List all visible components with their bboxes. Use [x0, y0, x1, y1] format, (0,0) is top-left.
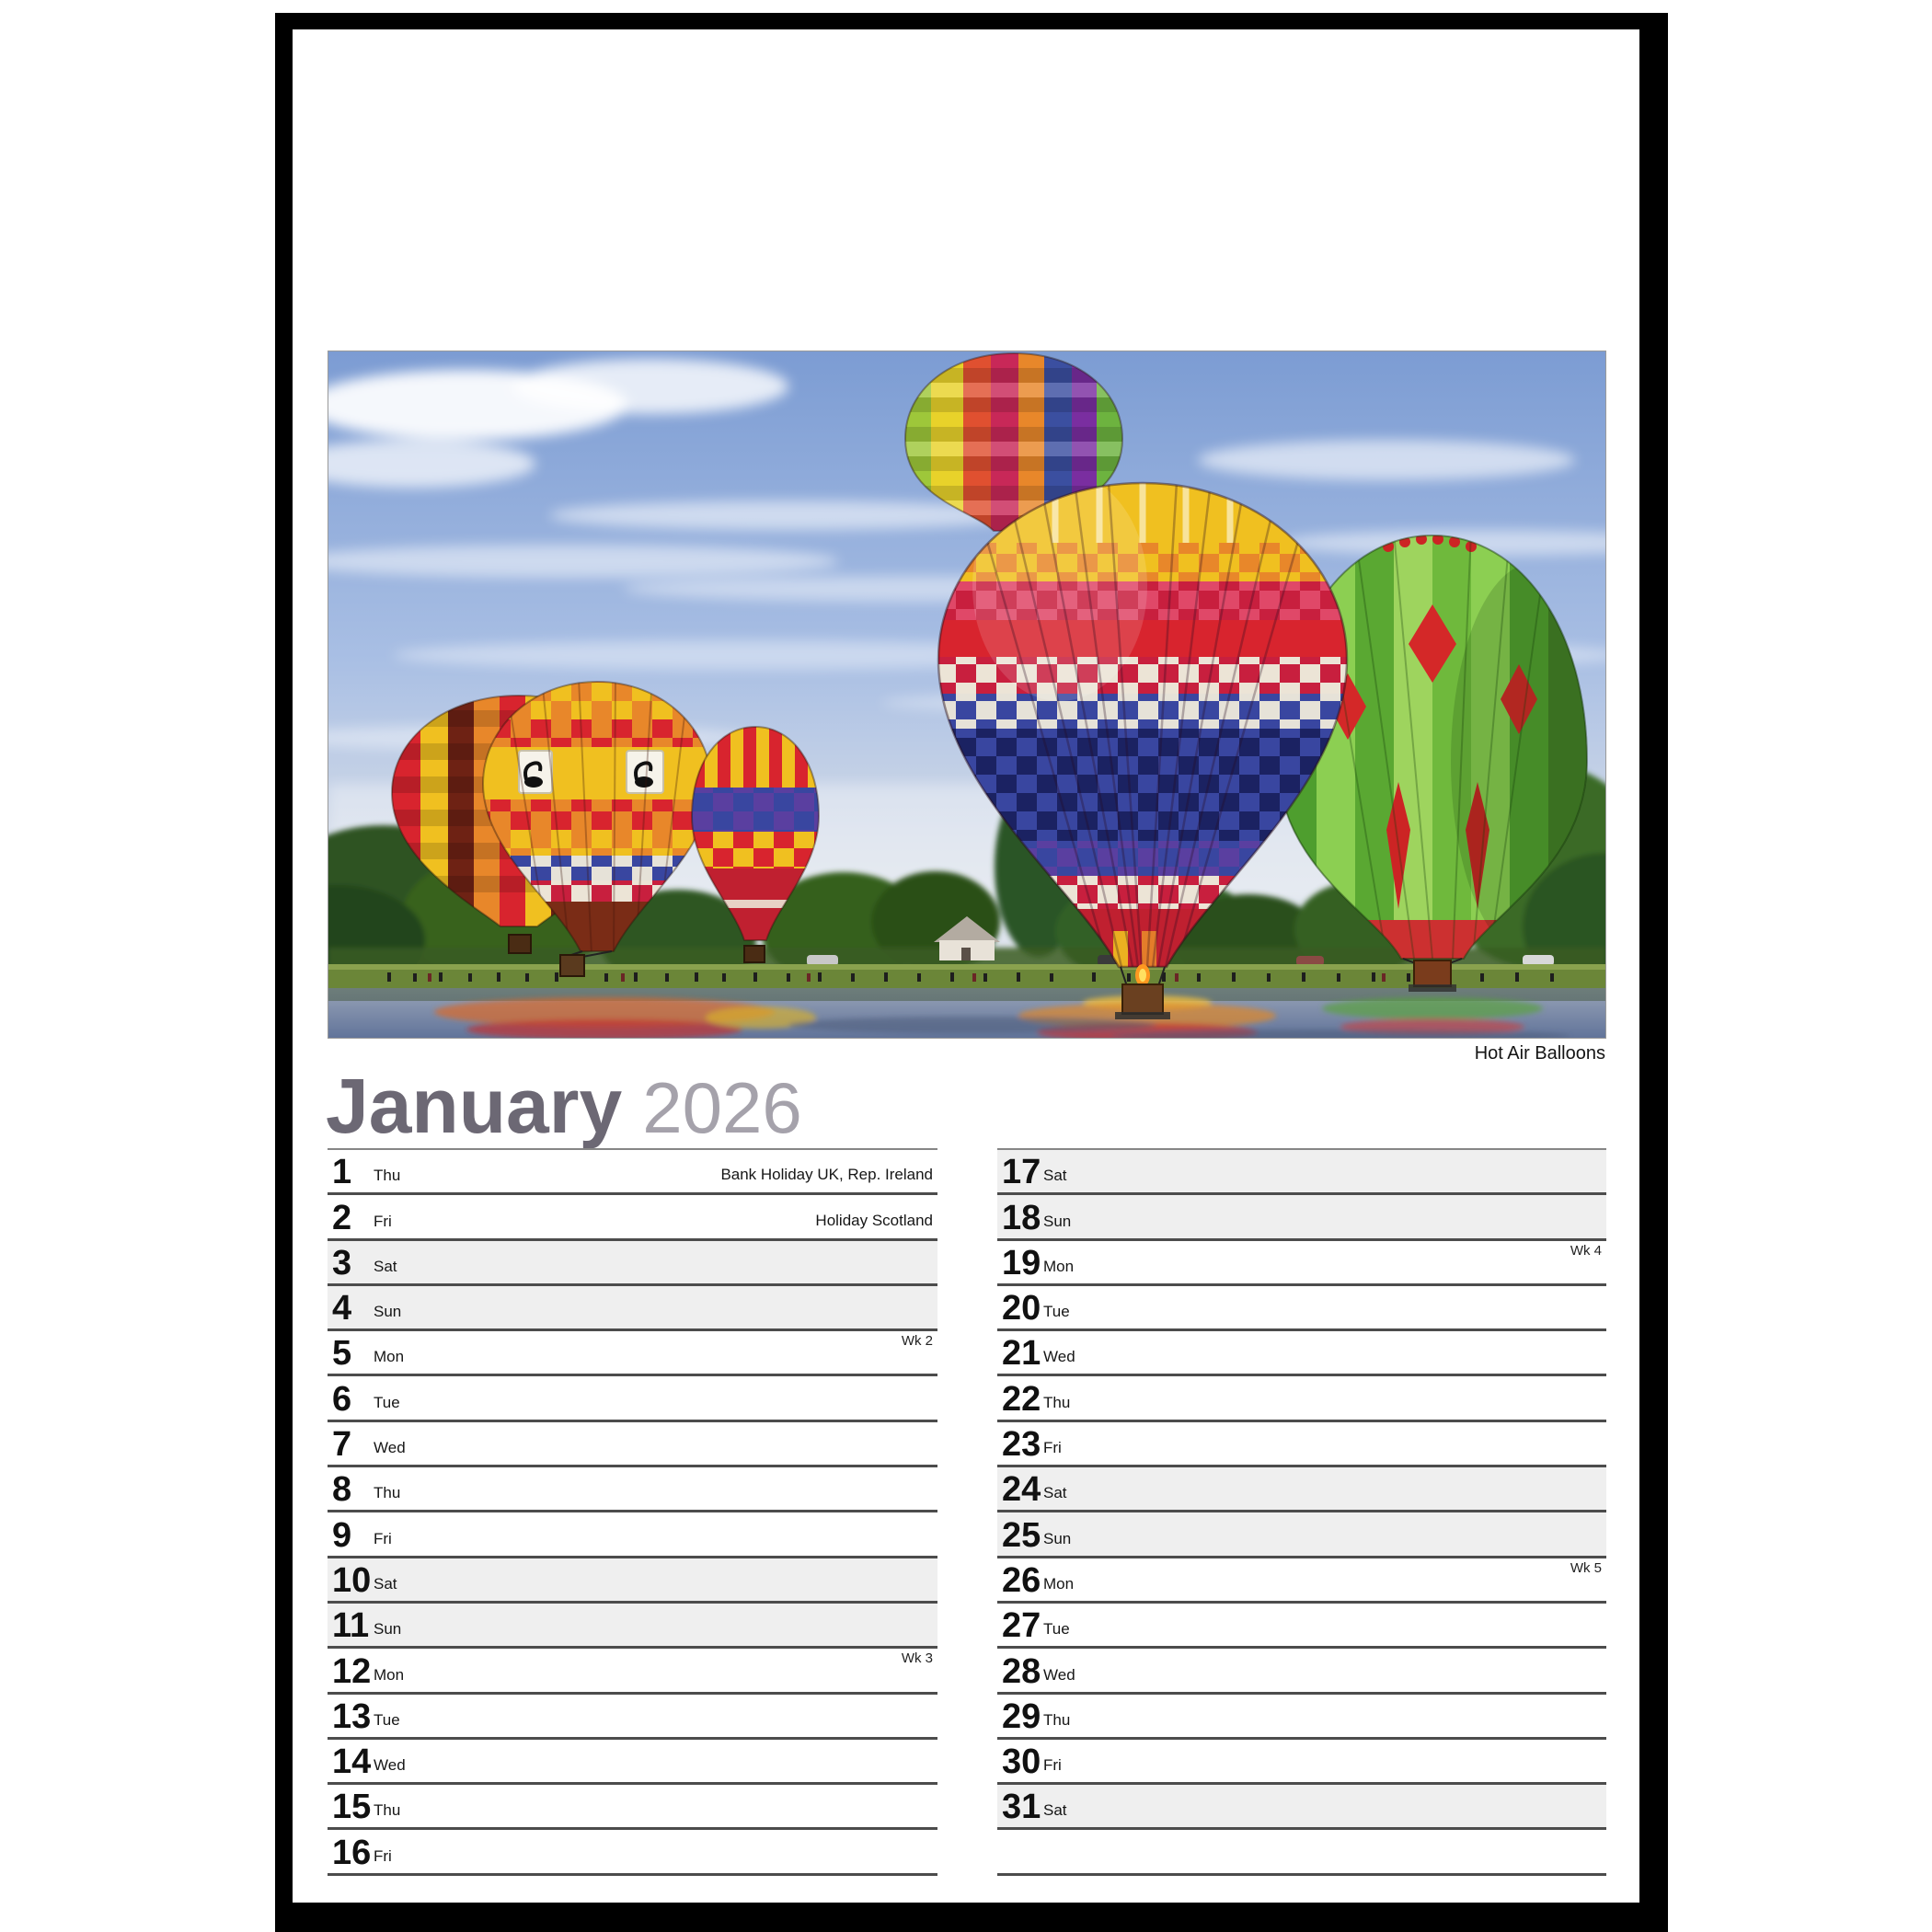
- calendar-row: [328, 1376, 937, 1421]
- day-number: 24: [1002, 1470, 1041, 1510]
- calendar-row: [328, 1604, 937, 1649]
- day-abbrev: Sat: [1043, 1484, 1067, 1502]
- calendar-row: [997, 1195, 1606, 1240]
- day-abbrev: Sat: [374, 1257, 397, 1275]
- calendar-row: [997, 1376, 1606, 1421]
- day-number: 13: [332, 1696, 372, 1736]
- day-abbrev: Sun: [1043, 1212, 1072, 1230]
- day-number: 23: [1002, 1425, 1041, 1465]
- calendar-row: [328, 1286, 937, 1331]
- hot-air-balloons-photo: [328, 351, 1606, 1039]
- day-abbrev: Fri: [374, 1846, 392, 1865]
- day-number: 8: [332, 1470, 352, 1510]
- calendar-row: [997, 1830, 1606, 1875]
- day-abbrev: Mon: [1043, 1574, 1075, 1593]
- day-number: 20: [1002, 1289, 1041, 1328]
- day-abbrev: Fri: [374, 1529, 392, 1547]
- calendar-row: [328, 1649, 937, 1694]
- calendar-row: [997, 1740, 1606, 1785]
- calendar-row: [328, 1558, 937, 1604]
- day-abbrev: Sat: [374, 1574, 397, 1593]
- day-number: 6: [332, 1379, 352, 1419]
- day-number: 2: [332, 1198, 352, 1237]
- day-abbrev: Sun: [374, 1620, 402, 1639]
- week-number-label: Wk 5: [1570, 1559, 1602, 1576]
- day-number: 3: [332, 1243, 352, 1282]
- day-number: 1: [332, 1153, 352, 1192]
- day-abbrev: Fri: [374, 1212, 392, 1230]
- calendar-row: [328, 1331, 937, 1376]
- week-number-label: Wk 2: [901, 1333, 933, 1350]
- calendar-row: [997, 1150, 1606, 1195]
- title-year: 2026: [642, 1067, 802, 1148]
- day-abbrev: Sun: [1043, 1529, 1072, 1547]
- calendar-row: [997, 1649, 1606, 1694]
- day-abbrev: Mon: [374, 1665, 405, 1684]
- day-number: 4: [332, 1289, 352, 1328]
- calendar-page: [293, 29, 1639, 1903]
- week-number-label: Wk 4: [1570, 1242, 1602, 1259]
- calendar-row: [997, 1604, 1606, 1649]
- day-abbrev: Sat: [1043, 1801, 1067, 1820]
- calendar-row: [328, 1785, 937, 1830]
- day-abbrev: Thu: [374, 1801, 401, 1820]
- day-number: 10: [332, 1560, 372, 1600]
- calendar-row: [997, 1695, 1606, 1740]
- photo-caption: Hot Air Balloons: [1474, 1043, 1605, 1064]
- basket: [1414, 960, 1451, 986]
- day-number: 14: [332, 1742, 372, 1782]
- day-note: Holiday Scotland: [815, 1211, 933, 1229]
- day-number: 25: [1002, 1515, 1041, 1555]
- day-number: 15: [332, 1788, 372, 1827]
- basket: [560, 955, 584, 976]
- calendar-row: [328, 1467, 937, 1512]
- calendar-row: [328, 1830, 937, 1875]
- day-number: 30: [1002, 1742, 1041, 1782]
- calendar-row: [328, 1740, 937, 1785]
- day-abbrev: Tue: [1043, 1303, 1070, 1321]
- day-number: 17: [1002, 1153, 1041, 1192]
- calendar-row: [997, 1512, 1606, 1558]
- day-number: 31: [1002, 1788, 1041, 1827]
- date-column-left: [328, 1148, 937, 1876]
- day-abbrev: Mon: [374, 1348, 405, 1366]
- week-number-label: Wk 3: [901, 1650, 933, 1667]
- day-abbrev: Thu: [374, 1167, 401, 1185]
- day-number: 18: [1002, 1198, 1041, 1237]
- day-number: 26: [1002, 1560, 1041, 1600]
- day-number: 9: [332, 1515, 352, 1555]
- day-abbrev: Thu: [1043, 1393, 1071, 1411]
- calendar-row: [997, 1422, 1606, 1467]
- day-number: 5: [332, 1334, 352, 1374]
- day-number: 29: [1002, 1696, 1041, 1736]
- calendar-row: [997, 1785, 1606, 1830]
- title-month: January: [326, 1063, 623, 1149]
- day-number: 12: [332, 1651, 372, 1691]
- day-number: 16: [332, 1833, 372, 1872]
- calendar-row: [997, 1241, 1606, 1286]
- calendar-row: [328, 1422, 937, 1467]
- calendar-row: [997, 1331, 1606, 1376]
- day-abbrev: Thu: [374, 1484, 401, 1502]
- date-column-right: [997, 1148, 1606, 1876]
- page-title: [326, 1063, 802, 1149]
- day-number: 21: [1002, 1334, 1041, 1374]
- day-number: 28: [1002, 1651, 1041, 1691]
- basket: [744, 946, 765, 962]
- day-abbrev: Wed: [1043, 1348, 1075, 1366]
- calendar-row: [997, 1286, 1606, 1331]
- day-abbrev: Sat: [1043, 1167, 1067, 1185]
- day-abbrev: Tue: [374, 1710, 400, 1729]
- day-abbrev: Sun: [374, 1303, 402, 1321]
- calendar-row: [997, 1558, 1606, 1604]
- day-number: 22: [1002, 1379, 1041, 1419]
- day-number: 11: [332, 1606, 370, 1646]
- day-abbrev: Tue: [374, 1393, 400, 1411]
- day-abbrev: Wed: [374, 1439, 406, 1457]
- calendar-row: [328, 1241, 937, 1286]
- day-abbrev: Mon: [1043, 1257, 1075, 1275]
- calendar-row: [997, 1467, 1606, 1512]
- calendar-row: [328, 1695, 937, 1740]
- calendar-row: [328, 1512, 937, 1558]
- calendar-row: [328, 1150, 937, 1195]
- day-abbrev: Wed: [1043, 1665, 1075, 1684]
- basket: [509, 935, 531, 953]
- day-number: 7: [332, 1425, 352, 1465]
- day-number: 27: [1002, 1606, 1041, 1646]
- day-abbrev: Fri: [1043, 1439, 1062, 1457]
- basket: [1122, 984, 1163, 1014]
- day-abbrev: Wed: [374, 1756, 406, 1775]
- day-number: 19: [1002, 1243, 1041, 1282]
- day-note: Bank Holiday UK, Rep. Ireland: [720, 1166, 933, 1184]
- day-abbrev: Thu: [1043, 1710, 1071, 1729]
- calendar-row: [328, 1195, 937, 1240]
- day-abbrev: Tue: [1043, 1620, 1070, 1639]
- balloon-scene: [328, 351, 1605, 1038]
- day-abbrev: Fri: [1043, 1756, 1062, 1775]
